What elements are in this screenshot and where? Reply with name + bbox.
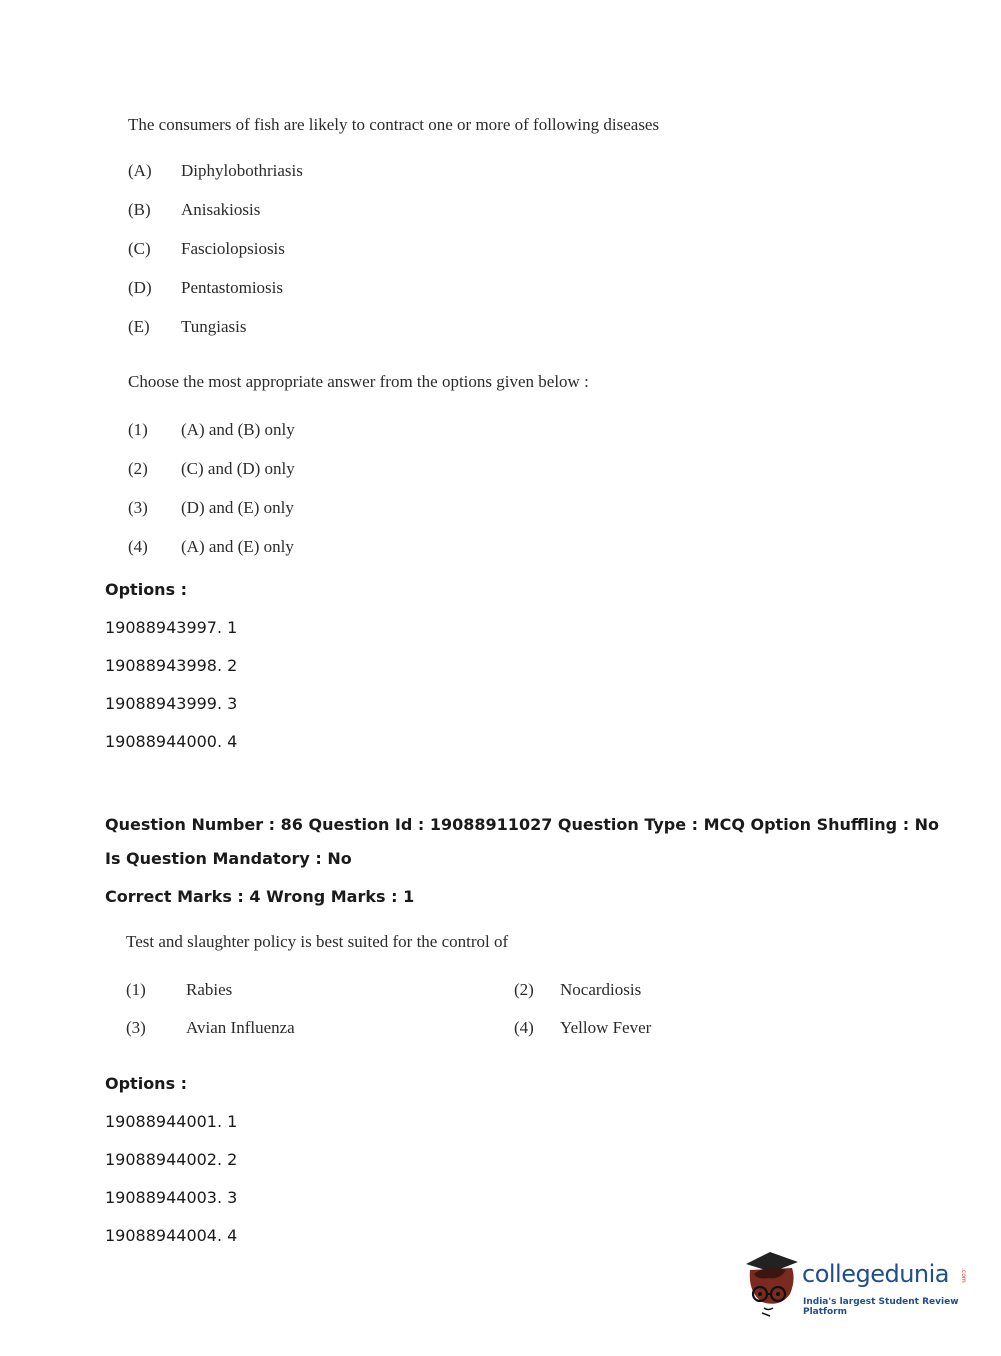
q2-choice-text: Yellow Fever bbox=[560, 1018, 652, 1037]
q2-choice-label: (3) bbox=[126, 1018, 146, 1037]
q1-choice-text: (A) and (B) only bbox=[181, 420, 295, 439]
logo-tagline: India's largest Student Review Platform bbox=[803, 1297, 959, 1317]
q1-choice-label: (2) bbox=[128, 459, 148, 478]
q1-option-id: 19088943998. 2 bbox=[105, 656, 238, 675]
q1-item-text: Fasciolopsiosis bbox=[181, 239, 285, 258]
q1-choice-label: (3) bbox=[128, 498, 148, 517]
q1-item-text: Pentastomiosis bbox=[181, 278, 284, 297]
q1-item-label: (A) bbox=[128, 161, 152, 180]
q1-item-label: (C) bbox=[128, 239, 151, 258]
q2-meta-line1: Question Number : 86 Question Id : 19088911027 Question Type : MCQ Option Shuffling : No bbox=[105, 815, 940, 834]
q2-choice-label: (1) bbox=[126, 980, 146, 999]
q2-option-id: 19088944002. 2 bbox=[105, 1150, 238, 1169]
q1-item-text: Tungiasis bbox=[181, 317, 247, 336]
q2-choice-text: Avian Influenza bbox=[186, 1018, 295, 1037]
q1-options-heading: Options : bbox=[105, 580, 188, 599]
q1-choice-text: (A) and (E) only bbox=[181, 537, 294, 556]
q2-option-id: 19088944001. 1 bbox=[105, 1112, 238, 1131]
q1-item-text: Diphylobothriasis bbox=[181, 161, 303, 180]
q2-options-heading: Options : bbox=[105, 1074, 188, 1093]
q1-choice-label: (1) bbox=[128, 420, 148, 439]
q1-item-text: Anisakiosis bbox=[181, 200, 261, 219]
collegedunia-logo[interactable] bbox=[740, 1250, 970, 1320]
q2-choice-text: Rabies bbox=[186, 980, 233, 999]
q1-item-label: (B) bbox=[128, 200, 151, 219]
q2-choice-label: (2) bbox=[514, 980, 534, 999]
logo-suffix: .com bbox=[960, 1268, 967, 1283]
q1-choice-text: (C) and (D) only bbox=[181, 459, 295, 478]
q1-option-id: 19088944000. 4 bbox=[105, 732, 238, 751]
q2-choice-label: (4) bbox=[514, 1018, 534, 1037]
q1-choice-label: (4) bbox=[128, 537, 148, 556]
q2-meta-line2: Is Question Mandatory : No bbox=[105, 849, 352, 868]
q1-item-label: (E) bbox=[128, 317, 150, 336]
q1-option-id: 19088943997. 1 bbox=[105, 618, 238, 637]
q1-option-id: 19088943999. 3 bbox=[105, 694, 238, 713]
q2-marks: Correct Marks : 4 Wrong Marks : 1 bbox=[105, 887, 415, 906]
q1-stem: The consumers of fish are likely to contract one or more of following diseases bbox=[128, 115, 660, 134]
q2-option-id: 19088944004. 4 bbox=[105, 1226, 238, 1245]
q2-stem: Test and slaughter policy is best suited for the control of bbox=[126, 932, 509, 951]
q1-item-label: (D) bbox=[128, 278, 152, 297]
q1-choice-text: (D) and (E) only bbox=[181, 498, 294, 517]
mascot-icon bbox=[740, 1250, 802, 1318]
logo-name: collegedunia bbox=[802, 1260, 950, 1288]
q2-option-id: 19088944003. 3 bbox=[105, 1188, 238, 1207]
q1-instruction: Choose the most appropriate answer from the options given below : bbox=[128, 372, 589, 391]
q2-choice-text: Nocardiosis bbox=[560, 980, 642, 999]
